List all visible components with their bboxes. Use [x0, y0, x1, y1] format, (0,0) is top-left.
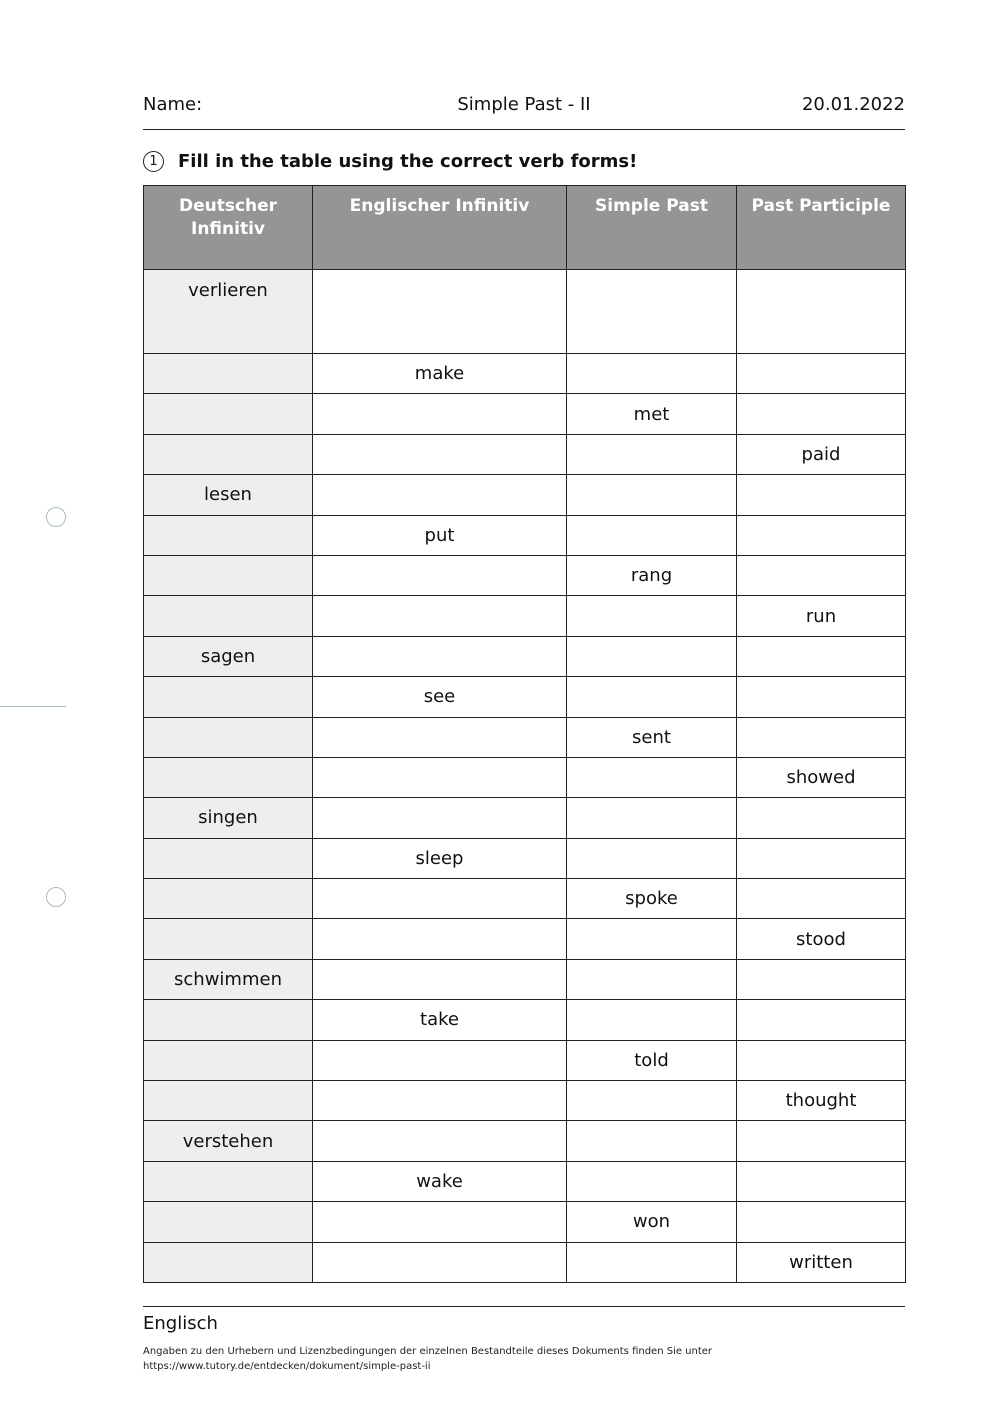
- table-row: [144, 394, 906, 434]
- english-infinitive-cell: [313, 1121, 567, 1161]
- past-participle-cell: [737, 394, 906, 434]
- english-infinitive-cell: [313, 757, 567, 797]
- worksheet-title: Simple Past - II: [457, 94, 591, 115]
- german-infinitive-cell: [144, 515, 313, 555]
- past-participle-cell: stood: [737, 919, 906, 959]
- simple-past-cell: [567, 757, 737, 797]
- table-row: [144, 879, 906, 919]
- simple-past-cell: won: [567, 1202, 737, 1242]
- footer-subject: Englisch: [143, 1313, 218, 1334]
- task-instruction: Fill in the table using the correct verb forms!: [178, 150, 638, 172]
- table-row: [144, 596, 906, 636]
- simple-past-cell: told: [567, 1040, 737, 1080]
- english-infinitive-cell: [313, 434, 567, 474]
- past-participle-cell: [737, 717, 906, 757]
- english-infinitive-cell: [313, 596, 567, 636]
- simple-past-cell: [567, 959, 737, 999]
- past-participle-cell: [737, 1202, 906, 1242]
- simple-past-cell: [567, 1242, 737, 1282]
- simple-past-cell: [567, 636, 737, 676]
- table-row: [144, 1121, 906, 1161]
- english-infinitive-cell: [313, 555, 567, 595]
- simple-past-cell: [567, 1161, 737, 1201]
- german-infinitive-cell: sagen: [144, 636, 313, 676]
- english-infinitive-cell: take: [313, 1000, 567, 1040]
- english-infinitive-cell: [313, 717, 567, 757]
- simple-past-cell: [567, 434, 737, 474]
- credit-url: https://www.tutory.de/entdecken/dokument/simple-past-ii: [143, 1361, 431, 1372]
- past-participle-cell: [737, 555, 906, 595]
- german-infinitive-cell: [144, 717, 313, 757]
- simple-past-cell: met: [567, 394, 737, 434]
- simple-past-cell: [567, 270, 737, 354]
- english-infinitive-cell: [313, 475, 567, 515]
- past-participle-cell: [737, 879, 906, 919]
- past-participle-cell: [737, 838, 906, 878]
- past-participle-cell: [737, 475, 906, 515]
- past-participle-cell: paid: [737, 434, 906, 474]
- simple-past-cell: [567, 596, 737, 636]
- german-infinitive-cell: [144, 555, 313, 595]
- column-header-english-infinitive: Englischer Infinitiv: [313, 186, 567, 270]
- credit-text: Angaben zu den Urhebern und Lizenzbedingungen der einzelnen Bestandteile dieses Dokuments finden Sie unter: [143, 1346, 713, 1357]
- fold-mark: [0, 706, 66, 707]
- german-infinitive-cell: lesen: [144, 475, 313, 515]
- past-participle-cell: showed: [737, 757, 906, 797]
- table-row: [144, 270, 906, 354]
- english-infinitive-cell: [313, 636, 567, 676]
- column-header-past-participle: Past Participle: [737, 186, 906, 270]
- simple-past-cell: [567, 919, 737, 959]
- table-row: [144, 959, 906, 999]
- verb-forms-table: [143, 185, 906, 1283]
- past-participle-cell: [737, 515, 906, 555]
- simple-past-cell: [567, 475, 737, 515]
- past-participle-cell: [737, 677, 906, 717]
- table-row: [144, 677, 906, 717]
- header-divider: [143, 129, 905, 130]
- worksheet-date: 20.01.2022: [801, 94, 905, 115]
- past-participle-cell: [737, 1000, 906, 1040]
- past-participle-cell: [737, 959, 906, 999]
- english-infinitive-cell: [313, 798, 567, 838]
- simple-past-cell: [567, 798, 737, 838]
- table-row: [144, 1242, 906, 1282]
- name-label: Name:: [143, 94, 203, 115]
- task-number-badge: 1: [143, 151, 164, 172]
- german-infinitive-cell: [144, 434, 313, 474]
- english-infinitive-cell: [313, 1081, 567, 1121]
- past-participle-cell: [737, 1121, 906, 1161]
- simple-past-cell: sent: [567, 717, 737, 757]
- punch-hole-bottom: [46, 887, 66, 907]
- german-infinitive-cell: schwimmen: [144, 959, 313, 999]
- german-infinitive-cell: verlieren: [144, 270, 313, 354]
- table-row: [144, 354, 906, 394]
- english-infinitive-cell: [313, 919, 567, 959]
- past-participle-cell: [737, 1161, 906, 1201]
- past-participle-cell: [737, 270, 906, 354]
- footer-credit: [143, 1344, 843, 1374]
- simple-past-cell: spoke: [567, 879, 737, 919]
- german-infinitive-cell: [144, 1081, 313, 1121]
- table-row: [144, 434, 906, 474]
- german-infinitive-cell: [144, 1161, 313, 1201]
- past-participle-cell: [737, 798, 906, 838]
- footer-divider: [143, 1306, 905, 1307]
- german-infinitive-cell: [144, 1040, 313, 1080]
- german-infinitive-cell: [144, 596, 313, 636]
- english-infinitive-cell: put: [313, 515, 567, 555]
- english-infinitive-cell: [313, 959, 567, 999]
- english-infinitive-cell: make: [313, 354, 567, 394]
- english-infinitive-cell: [313, 270, 567, 354]
- english-infinitive-cell: [313, 394, 567, 434]
- simple-past-cell: [567, 354, 737, 394]
- table-row: [144, 1161, 906, 1201]
- task-heading: [143, 149, 637, 173]
- table-row: [144, 636, 906, 676]
- simple-past-cell: [567, 1000, 737, 1040]
- english-infinitive-cell: see: [313, 677, 567, 717]
- column-header-german-infinitive: Deutscher Infinitiv: [144, 186, 313, 270]
- german-infinitive-cell: [144, 838, 313, 878]
- german-infinitive-cell: [144, 677, 313, 717]
- simple-past-cell: [567, 677, 737, 717]
- german-infinitive-cell: [144, 1000, 313, 1040]
- punch-hole-top: [46, 507, 66, 527]
- english-infinitive-cell: sleep: [313, 838, 567, 878]
- english-infinitive-cell: wake: [313, 1161, 567, 1201]
- table-row: [144, 798, 906, 838]
- table-header-row: [144, 186, 906, 270]
- german-infinitive-cell: [144, 354, 313, 394]
- table-row: [144, 515, 906, 555]
- simple-past-cell: [567, 515, 737, 555]
- table-row: [144, 475, 906, 515]
- simple-past-cell: [567, 1081, 737, 1121]
- german-infinitive-cell: [144, 757, 313, 797]
- table-row: [144, 1202, 906, 1242]
- german-infinitive-cell: [144, 919, 313, 959]
- past-participle-cell: written: [737, 1242, 906, 1282]
- english-infinitive-cell: [313, 1040, 567, 1080]
- worksheet-header: [143, 94, 905, 120]
- simple-past-cell: [567, 1121, 737, 1161]
- simple-past-cell: rang: [567, 555, 737, 595]
- table-row: [144, 1040, 906, 1080]
- german-infinitive-cell: [144, 879, 313, 919]
- table-row: [144, 555, 906, 595]
- column-header-simple-past: Simple Past: [567, 186, 737, 270]
- english-infinitive-cell: [313, 879, 567, 919]
- german-infinitive-cell: singen: [144, 798, 313, 838]
- english-infinitive-cell: [313, 1242, 567, 1282]
- past-participle-cell: run: [737, 596, 906, 636]
- table-row: [144, 1000, 906, 1040]
- past-participle-cell: [737, 636, 906, 676]
- german-infinitive-cell: [144, 1242, 313, 1282]
- table-row: [144, 838, 906, 878]
- table-row: [144, 1081, 906, 1121]
- table-row: [144, 919, 906, 959]
- german-infinitive-cell: [144, 1202, 313, 1242]
- past-participle-cell: thought: [737, 1081, 906, 1121]
- english-infinitive-cell: [313, 1202, 567, 1242]
- past-participle-cell: [737, 354, 906, 394]
- table-row: [144, 757, 906, 797]
- german-infinitive-cell: verstehen: [144, 1121, 313, 1161]
- past-participle-cell: [737, 1040, 906, 1080]
- german-infinitive-cell: [144, 394, 313, 434]
- simple-past-cell: [567, 838, 737, 878]
- table-row: [144, 717, 906, 757]
